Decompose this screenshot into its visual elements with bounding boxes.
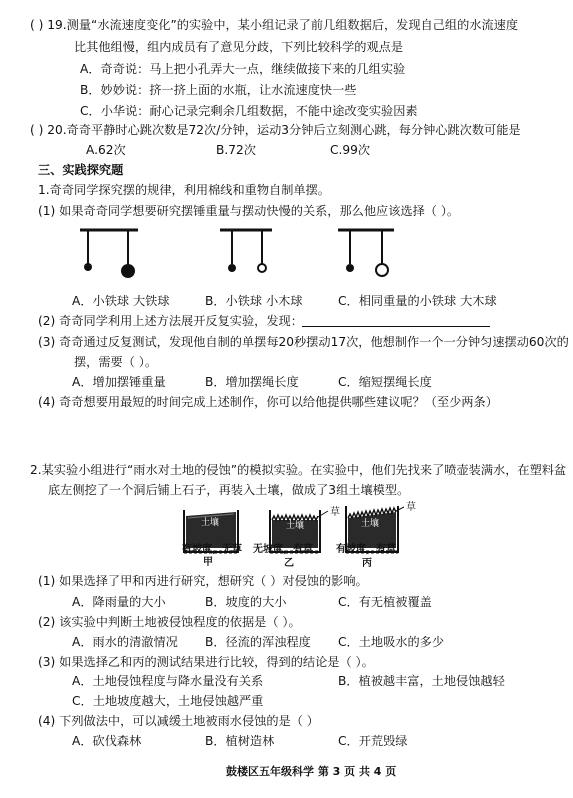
p2-q2-option-c: C．土地吸水的多少 [338,635,445,649]
pendulum-pair-c [338,230,394,276]
p2-q4-option-c: C．开荒毁绿 [338,734,408,748]
p1-q2-stem: (2) 奇奇同学利用上述方法展开反复实验，发现： [38,314,303,328]
p2-q3-option-c: C．土地坡度越大，土地侵蚀越严重 [72,694,264,708]
p1-q1-option-b: B．小铁球 小木球 [205,294,303,308]
p1-intro: 1.奇奇同学探究摆的规律，利用棉线和重物自制单摆。 [38,183,330,197]
p2-q3-option-b: B．植被越丰富，土地侵蚀越轻 [338,674,505,688]
p2-q3-options-row1 [72,673,505,689]
p1-q1-stem: (1) 如果奇奇同学想要研究摆锤重量与摆动快慢的关系，那么他应该选择（ ）。 [38,204,460,218]
p2-q4-option-b: B．植树造林 [205,734,275,748]
p2-q2-options [72,634,444,650]
p1-q1-option-a: A．小铁球 大铁球 [72,294,170,308]
p2-q1-option-b: B．坡度的大小 [205,595,287,609]
q20-stem: ( ) 20.奇奇平静时心跳次数是72次/分钟，运动3分钟后立刻测心跳，每分钟心跳次数可能是 [30,123,521,137]
q19-stem-line1: ( ) 19.测量“水流速度变化”的实验中，某小组记录了前几组数据后，发现自己组的水流速度 [30,18,519,32]
p1-q4-stem: (4) 奇奇想要用最短的时间完成上述制作，你可以给他提供哪些建议呢？（至少两条） [38,395,498,409]
p2-q4-options [72,733,407,749]
model-2-caption: 无坡度，有草 [253,544,313,555]
pendulum-pair-b [220,230,272,272]
p2-q1-options [72,594,432,610]
p1-q2-answer-blank[interactable] [302,326,490,327]
soil-label-3: 土壤 [361,519,380,529]
q20-option-b: B.72次 [216,143,256,157]
q20-option-c: C.99次 [330,143,371,157]
pendulum-diagram [60,220,420,290]
model-3-name: 丙 [362,558,372,569]
p2-q1-stem: (1) 如果选择了甲和丙进行研究，想研究（ ）对侵蚀的影响。 [38,574,368,588]
soil-label-1: 土壤 [201,518,220,528]
section-title: 三、实践探究题 [38,163,124,177]
p1-q3-option-b: B．增加摆绳长度 [205,375,299,389]
pendulum-pair-a [80,230,138,278]
p1-q3-option-a: A．增加摆锤重量 [72,375,166,389]
p1-q3-stem-line1: (3) 奇奇通过反复测试，发现他自制的单摆每20秒摆动17次，他想制作一个一分钟匀速摆动60次的 [38,335,569,349]
p1-q1-option-c: C．相同重量的小铁球 大木球 [338,294,497,308]
model-2-name: 乙 [284,558,294,569]
q19-option-c: C．小华说：耐心记录完剩余几组数据，不能中途改变实验因素 [80,104,418,118]
p2-q2-stem: (2) 该实验中判断土地被侵蚀程度的依据是（ ）。 [38,615,301,629]
q19-stem-line2: 比其他组慢，组内成员有了意见分歧，下列比较科学的观点是 [74,40,404,54]
q20-option-a: A.62次 [86,143,126,157]
p2-q4-stem: (4) 下列做法中，可以减缓土地被雨水侵蚀的是（ ） [38,714,319,728]
grass-label-2: 草 [330,507,340,518]
p1-q3-options [72,374,432,390]
p2-q4-option-a: A．砍伐森林 [72,734,142,748]
p1-q3-option-c: C．缩短摆绳长度 [338,375,432,389]
soil-label-2: 土壤 [286,521,305,531]
p2-q1-option-a: A．降雨量的大小 [72,595,166,609]
model-1-name: 甲 [203,557,213,568]
q19-option-a: A．奇奇说：马上把小孔弄大一点，继续做接下来的几组实验 [80,62,406,76]
model-3-caption: 有坡度，有草 [336,544,396,555]
p2-q3-option-a: A．土地侵蚀程度与降水量没有关系 [72,674,264,688]
p2-q2-option-a: A．雨水的清澈情况 [72,635,178,649]
soil-models-diagram [178,502,418,570]
model-1-caption: 有坡度，无草 [182,544,242,555]
p2-intro-line2: 底左侧挖了一个洞后铺上石子，再装入土壤，做成了3组土壤模型。 [48,483,410,497]
p2-q3-stem: (3) 如果选择乙和丙的测试结果进行比较，得到的结论是（ ）。 [38,655,374,669]
p2-q2-option-b: B．径流的浑浊程度 [205,635,311,649]
q19-option-b: B．妙妙说：挤一挤上面的水瓶，让水流速度快一些 [80,83,357,97]
p2-intro-line1: 2.某实验小组进行“雨水对土地的侵蚀”的模拟实验。在实验中，他们先找来了喷壶装满水，在塑料盆 [30,463,567,477]
p1-q1-options [72,293,497,309]
grass-label-3: 草 [406,502,416,513]
page-footer: 鼓楼区五年级科学 第 3 页 共 4 页 [226,765,397,778]
p2-q1-option-c: C．有无植被覆盖 [338,595,432,609]
p1-q3-stem-line2: 摆，需要（ ）。 [74,355,158,369]
